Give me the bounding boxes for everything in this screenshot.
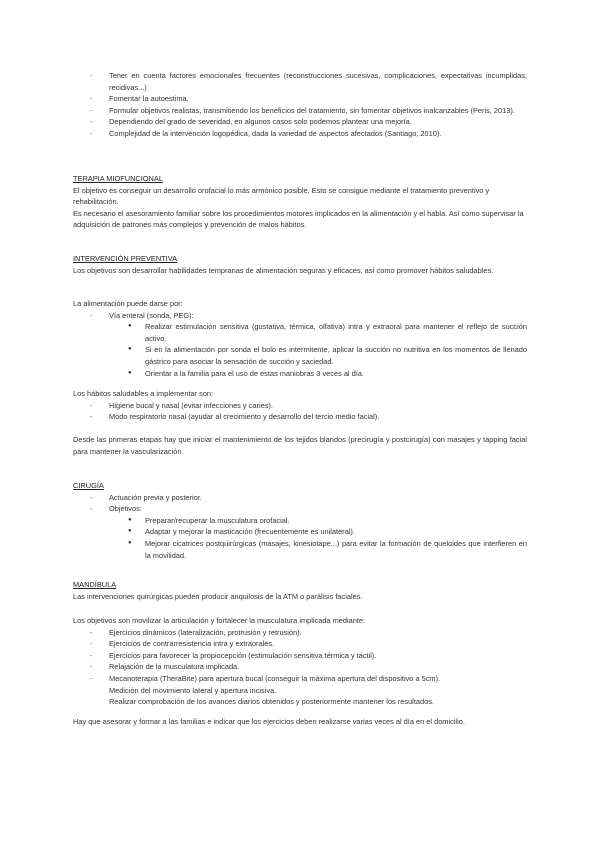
section-cirugia	[73, 480, 527, 561]
list-item: - Ejercicios de contrarresistencia intra y extraorales.	[73, 638, 527, 650]
section-mandibula	[73, 579, 527, 602]
paragraph: Las intervenciones quirúrgicas pueden producir anquilosis de la ATM o parálisis faciales.	[73, 591, 363, 601]
list-item: - Objetivos:	[73, 503, 527, 515]
list-item: - Ejercicios para favorecer la propiocepción (estimulación sensitiva térmica y táctil).	[73, 650, 527, 662]
list-item: - Complejidad de la intervención logopédica, dada la variedad de aspectos afectados (Santiago, 2010).	[73, 128, 527, 140]
paragraph: La alimentación puede darse por:	[73, 299, 183, 308]
list-item: ● Adaptar y mejorar la masticación (frecuentemente es unilateral).	[73, 526, 527, 538]
section-heading: TERAPIA MIOFUNCIONAL	[73, 174, 163, 183]
list-item: - Relajación de la musculatura implicada.	[73, 661, 527, 673]
list-item: - Mecanoterapia (TheraBite) para apertura bucal (conseguir la máxima apertura del dispositivo a 5cm).	[73, 673, 527, 685]
via-list	[73, 310, 527, 322]
paragraph: Los objetivos son movilizar la articulación y fortalecer la musculatura implicada mediante:	[73, 616, 366, 625]
paragraph: El objetivo es conseguir un desarrollo orofacial lo más armónico posible. Esto se consigue mediante el tratamiento preventivo y rehabilitación.	[73, 185, 490, 207]
habitos-block	[73, 388, 527, 423]
section-heading: MANDÍBULA	[73, 580, 117, 589]
paragraph: Hay que asesorar y formar a las familias e indicar que los ejercicios deben realizarse varias veces al día en el domicilio.	[73, 717, 465, 726]
cirugia-list	[73, 492, 527, 515]
intro-list	[73, 70, 527, 140]
paragraph: Es necesario el asesoramiento familiar sobre los procedimientos motores implicados en la alimentación y el habla. Así como supervisar la adquisición de patrones más complejos y prevención de malos hábitos.	[73, 208, 524, 230]
section-heading: CIRUGÍA	[73, 481, 104, 490]
list-item: - Vía enteral (sonda, PEG):	[73, 310, 527, 322]
list-item: - Ejercicios dinámicos (lateralización, protrusión y retrusión).	[73, 627, 527, 639]
habitos-list	[73, 400, 527, 423]
list-item: ● Realizar estimulación sensitiva (gustativa, térmica, olfativa) intra y extraoral para mantener el reflejo de succión activo.	[73, 321, 527, 344]
paragraph: Los hábitos saludables a implementar son:	[73, 389, 214, 398]
section-heading: INTERVENCIÓN PREVENTIVA	[73, 254, 178, 263]
list-item: ● Orientar a la familia para el uso de estas maniobras 3 veces al día.	[73, 368, 527, 380]
mandibula-list	[73, 627, 527, 685]
list-item: ● Si en la alimentación por sonda el bolo es intermitente, aplicar la succión no nutritiva en los momentos de llenado gástrico para asociar la sensación de succión y saciedad.	[73, 344, 527, 367]
list-item: - Modo respiratorio nasal (ayudar al crecimiento y desarrollo del tercio medio facial).	[73, 411, 527, 423]
list-item: ● Preparar/recuperar la musculatura orofacial.	[73, 515, 527, 527]
objetivos-list	[73, 515, 527, 561]
via-sublist	[73, 321, 527, 379]
list-item: - Higiene bucal y nasal (evitar infecciones y caries).	[73, 400, 527, 412]
paragraph: Medición del movimiento lateral y apertura incisiva.	[109, 685, 277, 695]
section-terapia	[73, 173, 527, 231]
list-item: - Fomentar la autoestima.	[73, 93, 527, 105]
paragraph: Los objetivos son desarrollar habilidades tempranas de alimentación seguras y eficaces, así como promover hábitos saludables.	[73, 265, 494, 275]
mandibula-objetivos	[73, 615, 527, 708]
paragraph: Realizar comprobación de los avances diarios obtenidos y posteriormente mantener los resultados.	[109, 697, 434, 707]
alimentacion-block	[73, 298, 527, 379]
list-item: - Dependiendo del grado de severidad, en algunos casos solo podemos plantear una mejoría.	[73, 116, 527, 128]
section-preventiva	[73, 253, 527, 276]
paragraph: Desde las primeras etapas hay que iniciar el mantenimiento de los tejidos blandos (precirugía y postcirugía) con masajes y tapping facial para mantener la vascularización.	[73, 435, 527, 456]
list-item: - Tener en cuenta factores emocionales frecuentes (reconstrucciones sucesivas, complicaciones, expectativas incumplidas, recidivas...)	[73, 70, 527, 93]
list-item: - Formular objetivos realistas, transmitiendo los beneficios del tratamiento, sin fomentar objetivos inalcanzables (Peris, 2013).	[73, 105, 527, 117]
list-item: - Actuación previa y posterior.	[73, 492, 527, 504]
list-item: ● Mejorar cicatrices postquirúrgicas (masajes, kinesiotape...) para evitar la formación de queloides que interfieren en la movilidad.	[73, 538, 527, 561]
